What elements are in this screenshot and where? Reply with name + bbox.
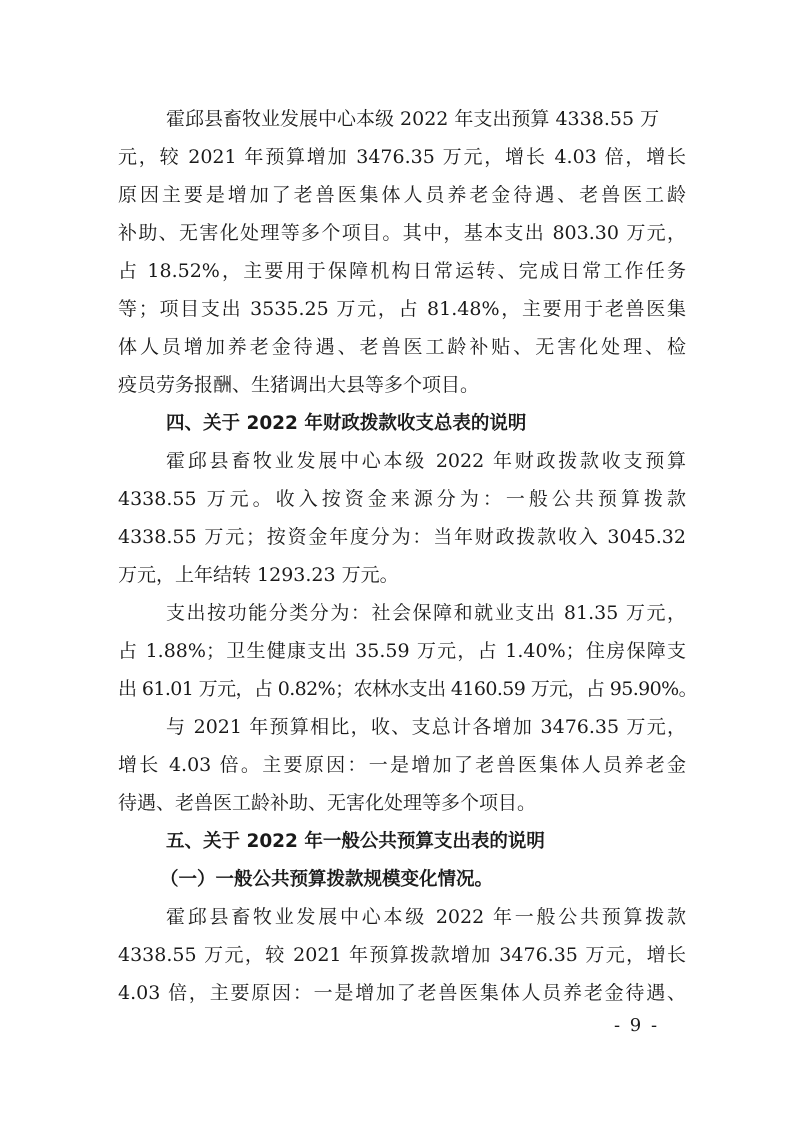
paragraph-line: 元，较 2021 年预算增加 3476.35 万元，增长 4.03 倍，增长 [118,146,686,168]
paragraph-line: 与 2021 年预算相比，收、支总计各增加 3476.35 万元， [166,716,686,738]
paragraph-line: 霍邱县畜牧业发展中心本级 2022 年财政拨款收支预算 [166,450,686,472]
paragraph-line: 霍邱县畜牧业发展中心本级 2022 年支出预算 4338.55 万 [166,108,660,130]
paragraph-line: 4.03 倍，主要原因：一是增加了老兽医集体人员养老金待遇、 [118,982,686,1004]
paragraph-line: 等；项目支出 3535.25 万元，占 81.48%，主要用于老兽医集 [118,298,686,320]
paragraph-line: 增长 4.03 倍。主要原因：一是增加了老兽医集体人员养老金 [118,754,686,776]
paragraph-line: 出 61.01 万元，占 0.82%；农林水支出 4160.59 万元，占 95.90%。 [118,678,698,700]
page-number: - 9 - [614,1015,660,1036]
paragraph-line: 原因主要是增加了老兽医集体人员养老金待遇、老兽医工龄 [118,184,686,206]
paragraph-line: 4338.55 万元；按资金年度分为：当年财政拨款收入 3045.32 [118,526,686,548]
paragraph-line: 霍邱县畜牧业发展中心本级 2022 年一般公共预算拨款 [166,906,686,928]
section-heading: 五、关于 2022 年一般公共预算支出表的说明 [166,831,545,852]
paragraph-line: 补助、无害化处理等多个项目。其中，基本支出 803.30 万元， [118,222,686,244]
paragraph-line: 占 1.88%；卫生健康支出 35.59 万元，占 1.40%；住房保障支 [118,640,686,662]
paragraph-line: 万元，上年结转 1293.23 万元。 [118,564,399,586]
paragraph-line: 待遇、老兽医工龄补助、无害化处理等多个项目。 [118,792,537,814]
paragraph-line: 4338.55 万元，较 2021 年预算拨款增加 3476.35 万元，增长 [118,944,686,966]
paragraph-line: 体人员增加养老金待遇、老兽医工龄补贴、无害化处理、检 [118,336,686,358]
paragraph-line: 占 18.52%，主要用于保障机构日常运转、完成日常工作任务 [118,260,686,282]
subsection-heading: （一）一般公共预算拨款规模变化情况。 [160,869,494,890]
paragraph-line: 支出按功能分类分为：社会保障和就业支出 81.35 万元， [166,602,686,624]
paragraph-line: 4338.55 万元。收入按资金来源分为：一般公共预算拨款 [118,488,686,510]
section-heading: 四、关于 2022 年财政拨款收支总表的说明 [166,413,527,434]
paragraph-line: 疫员劳务报酬、生猪调出大县等多个项目。 [118,374,480,396]
